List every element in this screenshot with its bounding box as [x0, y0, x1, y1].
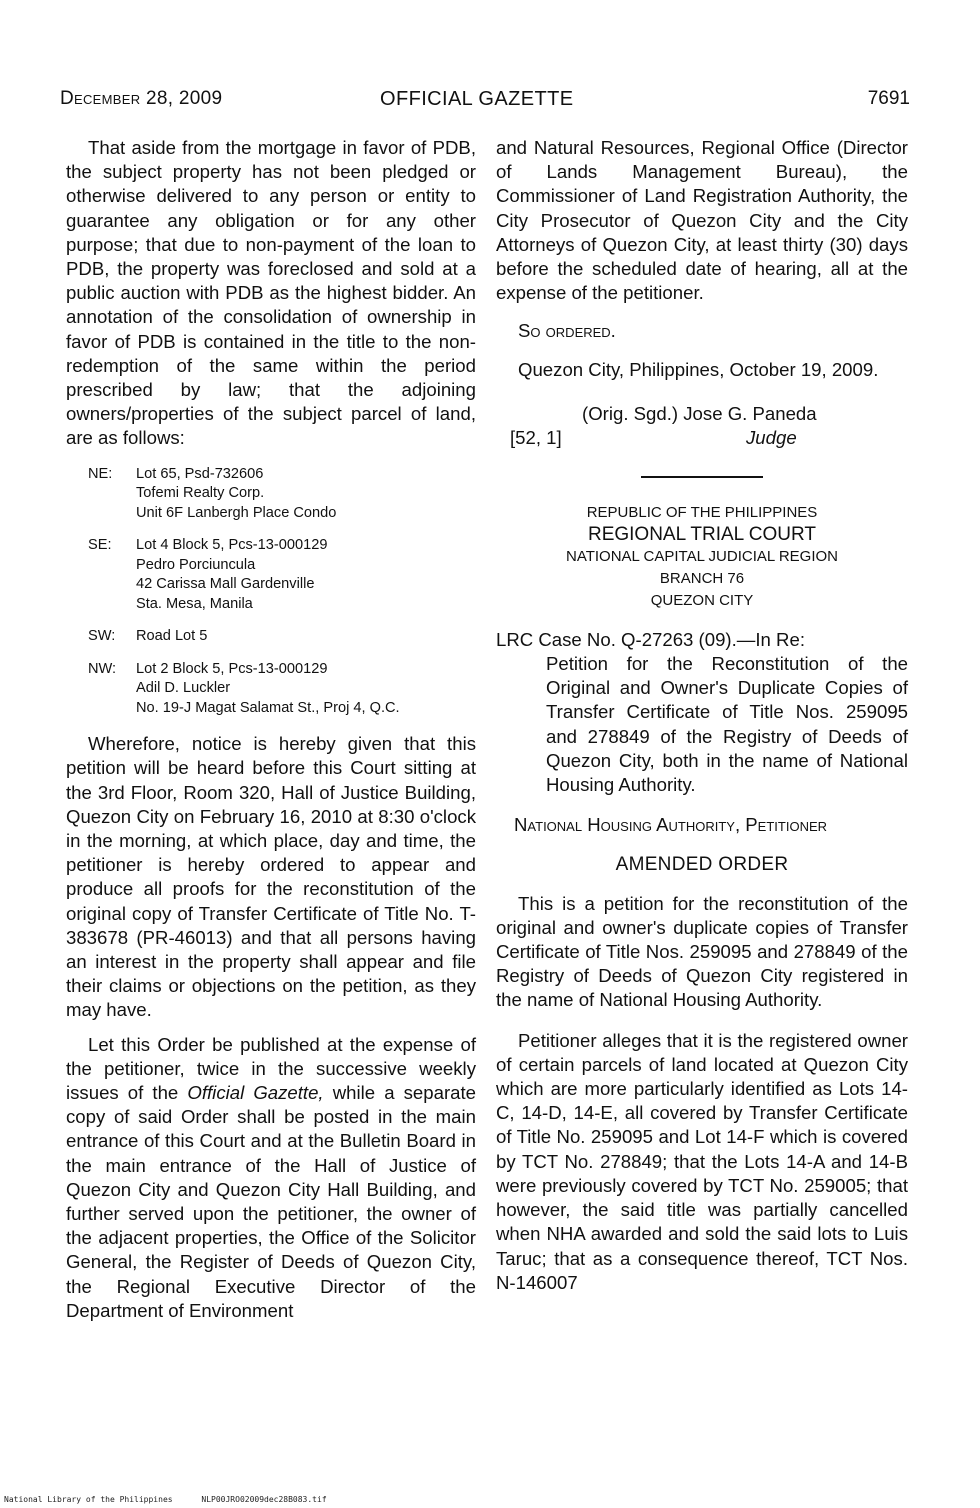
right-column — [496, 136, 908, 1305]
neighbor-line: Road Lot 5 — [136, 628, 208, 645]
amended-order-heading: AMENDED ORDER — [615, 854, 789, 876]
issue-date: December 28, 2009 — [60, 88, 223, 109]
court-name: REGIONAL TRIAL COURT — [587, 523, 817, 545]
court-heading — [496, 502, 908, 612]
issue-reference: [52, 1] — [510, 426, 562, 448]
signatory: (Orig. Sgd.) Jose G. Paneda — [582, 402, 817, 424]
neighbor-label: NE: — [88, 465, 113, 482]
neighbor-line: Tofemi Realty Corp. — [136, 485, 265, 502]
paragraph-petitioner-allegations: Petitioner alleges that it is the registered owner of certain parcels of land located at Quezon City which are more particularly identified as Lots 14-C, 14-D, 14-E, all covered by Transfer Certificate of Title No. 259095 and Lot 14-F which is covered by TCT No. 278849; that the Lots 14-A and 14-B were previously covered by TCT No. 259005; that however, the said title was partially cancelled when NHA awarded and sold the said lots to Luis Taruc; that as a consequence thereof, TCT Nos. N-146007 — [496, 1029, 908, 1293]
gazette-italic: Official Gazette, — [187, 1081, 324, 1103]
case-number: LRC Case No. Q-27263 (09).—In Re: — [496, 628, 805, 650]
judge-title: Judge — [746, 426, 797, 448]
left-column — [66, 136, 476, 1333]
neighbor-nw — [88, 660, 476, 719]
page-number: 7691 — [867, 88, 910, 109]
court-branch: BRANCH 76 — [659, 569, 745, 587]
neighbor-line: Sta. Mesa, Manila — [136, 595, 253, 612]
neighbor-line: No. 19-J Magat Salamat St., Proj 4, Q.C. — [136, 699, 400, 716]
neighbor-label: NW: — [88, 660, 117, 677]
paragraph-hearing-notice: Wherefore, notice is hereby given that this petition will be heard before this Court sitting at the 3rd Floor, Room 320, Hall of Justice Building, Quezon City on February 16, 2010 at 8:30 o'clock in the morning, at which place, day and time, the petitioner is hereby ordered to appear and produce all proofs for the reconstitution of the original copy of Transfer Certificate of Title No. T-383678 (PR-46013) and that all persons having an interest in the property shall appear and file their claims or objections on the petition, as they may have. — [66, 733, 476, 1021]
paragraph-petition-summary: This is a petition for the reconstitution of the original and owner's duplicate copies of Transfer Certificate of Title Nos. 259095 and 278849 of the Registry of Deeds of Quezon City registered in the name of National Housing Authority. — [496, 892, 908, 1011]
paragraph-adjoining-owners: That aside from the mortgage in favor of PDB, the subject property has not been pledged or otherwise delivered to any person or entity to guarantee any obligation or for any other purpose; that due to non-payment of the loan to PDB, the property was foreclosed and sold at a public auction with PDB as the highest bidder. An annotation of the consolidation of ownership in favor of PDB is contained in the title to the non-redemption of the same within the period prescribed by law; that the adjoining owners/properties of the subject parcel of land, are as follows: — [66, 137, 476, 449]
paragraph-continuation: and Natural Resources, Regional Office (Director of Lands Management Bureau), the Commissioner of Land Registration Authority, the City Prosecutor of Quezon City and the City Attorneys of Quezon City, at least thirty (30) days before the scheduled date of hearing, all at the expense of the petitioner. — [496, 137, 908, 304]
neighbor-line: Pedro Porciuncula — [136, 556, 256, 573]
neighbor-line: Lot 4 Block 5, Pcs-13-000129 — [136, 537, 328, 554]
petitioner-line: National Housing Authority, Petitioner — [514, 814, 828, 836]
library-credit: National Library of the Philippines — [4, 1495, 173, 1504]
neighbor-sw — [88, 627, 476, 647]
neighbor-line: Lot 65, Psd-732606 — [136, 465, 264, 482]
case-caption — [496, 628, 908, 797]
adjoining-owners-list — [88, 465, 476, 719]
neighbor-se — [88, 536, 476, 614]
page-header — [60, 88, 910, 114]
so-ordered: So ordered. — [518, 320, 616, 342]
court-city: QUEZON CITY — [650, 591, 754, 609]
court-republic: REPUBLIC OF THE PHILIPPINES — [586, 503, 818, 521]
neighbor-label: SW: — [88, 628, 116, 645]
section-divider — [641, 476, 763, 478]
place-and-date: Quezon City, Philippines, October 19, 2009. — [518, 358, 879, 380]
neighbor-line: 42 Carissa Mall Gardenville — [136, 576, 315, 593]
court-region: NATIONAL CAPITAL JUDICIAL REGION — [566, 547, 838, 565]
case-description: Petition for the Reconstitution of the Original and Owner's Duplicate Copies of Transfer Certificate of Title Nos. 259095 and 278849 of the Registry of Deeds of Quezon City, both in the name of National Housing Authority. — [546, 653, 908, 796]
paragraph-publication-order: Let this Order be published at the expense of the petitioner, twice in the successive weekly issues of the Official Gazette, while a separate copy of said Order shall be posted in the main entrance of this Court and at the Bulletin Board in the main entrance of the Hall of Justice of Quezon City and Quezon City Hall Building, and further served upon the petitioner, the owner of the adjacent properties, the Office of the Solicitor General, the Register of Deeds of Quezon City, the Regional Executive Director of the Department of Environment — [66, 1033, 476, 1321]
neighbor-label: SE: — [88, 537, 112, 554]
neighbor-line: Unit 6F Lanbergh Place Condo — [136, 504, 337, 521]
scan-filename: NLP00JRO02009dec28B083.tif — [201, 1495, 327, 1504]
publication-title: OFFICIAL GAZETTE — [380, 88, 574, 110]
signature-block — [496, 392, 908, 446]
neighbor-ne — [88, 465, 476, 524]
neighbor-line: Lot 2 Block 5, Pcs-13-000129 — [136, 660, 328, 677]
neighbor-line: Adil D. Luckler — [136, 680, 231, 697]
scan-footer — [4, 1495, 351, 1504]
